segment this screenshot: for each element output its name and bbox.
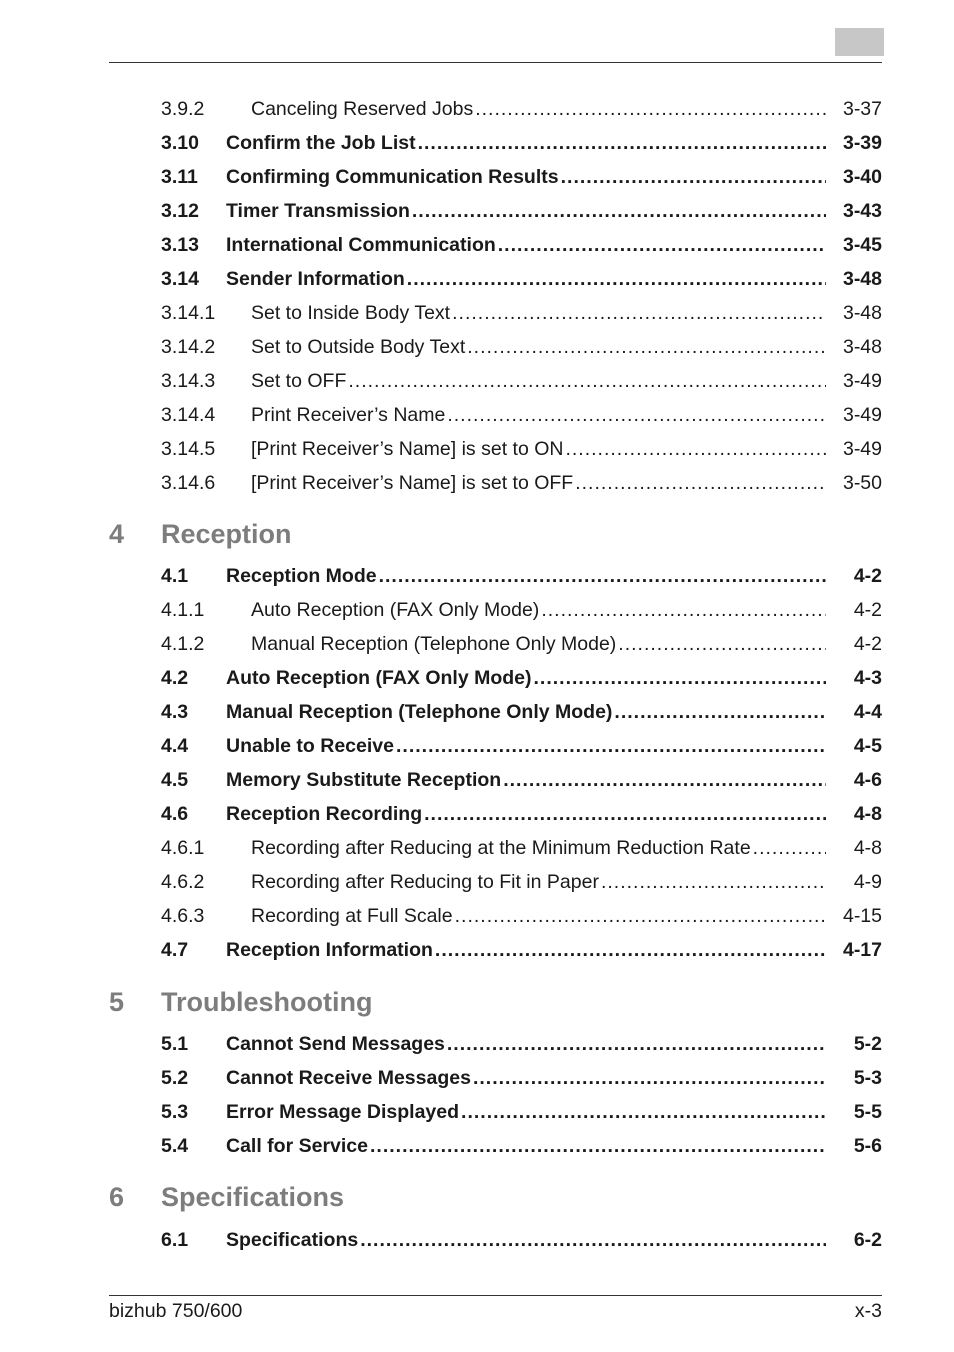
toc-entry-page: 3-49 (842, 438, 882, 460)
toc-entry[interactable] (161, 938, 882, 962)
toc-entry[interactable] (161, 301, 882, 325)
toc-entry-page: 5-6 (853, 1135, 882, 1157)
toc-entry-title: Error Message Displayed (226, 1101, 460, 1123)
toc-entry[interactable] (161, 598, 882, 622)
chapter-number: 6 (109, 1182, 125, 1212)
toc-entry-title: Timer Transmission (226, 200, 410, 222)
toc-entry-number: 3.14.5 (161, 438, 216, 460)
toc-entry-page: 4-2 (853, 599, 882, 621)
dot-leader (467, 335, 826, 359)
toc-entry-title: Reception Mode (226, 565, 377, 587)
toc-entry-title: Reception Information (226, 939, 433, 961)
toc-entry-page: 3-48 (842, 268, 882, 290)
toc-entry-number: 4.1.1 (161, 599, 205, 621)
dot-leader (498, 233, 826, 257)
dot-leader (407, 267, 826, 291)
toc-entry-number: 4.1 (161, 565, 189, 587)
toc-entry[interactable] (161, 1228, 882, 1252)
toc-entry-title: Manual Reception (Telephone Only Mode) (251, 633, 617, 655)
toc-entry[interactable] (161, 700, 882, 724)
toc-entry-page: 5-3 (853, 1067, 882, 1089)
toc-entry-title: Confirm the Job List (226, 132, 416, 154)
toc-entry[interactable] (161, 403, 882, 427)
toc-entry-number: 4.5 (161, 769, 189, 791)
chapter-number: 5 (109, 987, 125, 1017)
toc-entry-page: 4-6 (853, 769, 882, 791)
toc-entry-page: 3-48 (842, 302, 882, 324)
dot-leader (601, 870, 826, 894)
dot-leader (565, 437, 826, 461)
toc-entry-page: 3-49 (842, 404, 882, 426)
dot-leader (360, 1228, 826, 1252)
dot-leader (753, 836, 826, 860)
toc-entry-page: 3-49 (842, 370, 882, 392)
toc-entry-title: Canceling Reserved Jobs (251, 98, 474, 120)
toc-entry-title: Set to OFF (251, 370, 347, 392)
toc-entry[interactable] (161, 267, 882, 291)
dot-leader (452, 301, 826, 325)
dot-leader (424, 802, 826, 826)
toc-entry-page: 4-17 (842, 939, 882, 961)
toc-entry[interactable] (161, 802, 882, 826)
toc-entry-page: 3-48 (842, 336, 882, 358)
dot-leader (455, 904, 826, 928)
toc-entry[interactable] (161, 97, 882, 121)
toc-entry-title: Specifications (226, 1229, 359, 1251)
dot-leader (412, 199, 826, 223)
toc-entry-number: 4.3 (161, 701, 189, 723)
toc-entry[interactable] (161, 233, 882, 257)
toc-entry-number: 6.1 (161, 1229, 189, 1251)
toc-entry-number: 4.6 (161, 803, 189, 825)
toc-entry[interactable] (161, 471, 882, 495)
toc-entry-page: 4-3 (853, 667, 882, 689)
dot-leader (473, 1066, 826, 1090)
footer-product-name: bizhub 750/600 (109, 1300, 243, 1322)
dot-leader (461, 1100, 826, 1124)
toc-entry[interactable] (161, 1134, 882, 1158)
toc-entry[interactable] (161, 1032, 882, 1056)
toc-entry[interactable] (161, 199, 882, 223)
toc-entry[interactable] (161, 870, 882, 894)
toc-entry-number: 3.14.1 (161, 302, 216, 324)
toc-entry-title: Call for Service (226, 1135, 368, 1157)
toc-entry-title: Reception Recording (226, 803, 423, 825)
toc-entry-title: Confirming Communication Results (226, 166, 559, 188)
toc-entry[interactable] (161, 131, 882, 155)
toc-entry[interactable] (161, 1066, 882, 1090)
toc-entry-number: 3.14.4 (161, 404, 216, 426)
toc-entry-number: 3.13 (161, 234, 199, 256)
toc-entry-number: 3.14.3 (161, 370, 216, 392)
toc-entry-title: Set to Inside Body Text (251, 302, 451, 324)
toc-entry-page: 3-50 (842, 472, 882, 494)
toc-entry-page: 3-45 (842, 234, 882, 256)
toc-entry-page: 3-40 (842, 166, 882, 188)
toc-entry-number: 5.2 (161, 1067, 189, 1089)
toc-entry[interactable] (161, 564, 882, 588)
toc-entry[interactable] (161, 904, 882, 928)
toc-entry-title: Auto Reception (FAX Only Mode) (226, 667, 532, 689)
toc-entry-number: 5.4 (161, 1135, 189, 1157)
toc-entry-number: 4.7 (161, 939, 189, 961)
dot-leader (475, 97, 826, 121)
dot-leader (447, 403, 826, 427)
toc-entry-title: Recording after Reducing at the Minimum Reduction Rate (251, 837, 751, 859)
toc-entry-page: 4-8 (853, 803, 882, 825)
chapter-title: Specifications (161, 1182, 345, 1212)
toc-entry-number: 4.4 (161, 735, 189, 757)
toc-entry-number: 4.6.1 (161, 837, 205, 859)
toc-entry-number: 3.14 (161, 268, 199, 290)
toc-entry-number: 3.12 (161, 200, 199, 222)
toc-entry-page: 4-2 (853, 633, 882, 655)
toc-entry[interactable] (161, 734, 882, 758)
chapter-number: 4 (109, 519, 125, 549)
toc-entry-number: 5.1 (161, 1033, 189, 1055)
toc-entry-title: Recording after Reducing to Fit in Paper (251, 871, 599, 893)
dot-leader (534, 666, 827, 690)
dot-leader (541, 598, 826, 622)
dot-leader (379, 564, 826, 588)
toc-entry-number: 3.9.2 (161, 98, 205, 120)
dot-leader (435, 938, 826, 962)
dot-leader (575, 471, 826, 495)
toc-entry[interactable] (161, 836, 882, 860)
toc-entry-title: Manual Reception (Telephone Only Mode) (226, 701, 613, 723)
toc-entry-title: Sender Information (226, 268, 405, 290)
toc-entry-title: International Communication (226, 234, 496, 256)
toc-entry-title: Recording at Full Scale (251, 905, 453, 927)
toc-entry-number: 3.11 (161, 166, 198, 188)
dot-leader (418, 131, 826, 155)
dot-leader (618, 632, 826, 656)
toc-entry-page: 6-2 (853, 1229, 882, 1251)
toc-entry-title: Cannot Send Messages (226, 1033, 445, 1055)
toc-entry-page: 5-5 (853, 1101, 882, 1123)
toc-entry-title: [Print Receiver’s Name] is set to ON (251, 438, 564, 460)
toc-entry[interactable] (161, 335, 882, 359)
toc-entry-title: Set to Outside Body Text (251, 336, 466, 358)
toc-entry-title: Cannot Receive Messages (226, 1067, 471, 1089)
toc-entry-page: 5-2 (853, 1033, 882, 1055)
toc-entry[interactable] (161, 632, 882, 656)
header-corner-tab (835, 28, 884, 56)
toc-entry-number: 4.6.2 (161, 871, 205, 893)
toc-entry-number: 3.14.2 (161, 336, 216, 358)
toc-entry-page: 3-43 (842, 200, 882, 222)
toc-entry-title: [Print Receiver’s Name] is set to OFF (251, 472, 574, 494)
dot-leader (396, 734, 826, 758)
dot-leader (348, 369, 826, 393)
toc-entry-page: 4-8 (853, 837, 882, 859)
dot-leader (503, 768, 826, 792)
toc-entry-page: 4-15 (842, 905, 882, 927)
toc-entry-title: Memory Substitute Reception (226, 769, 502, 791)
toc-entry-number: 3.14.6 (161, 472, 216, 494)
toc-entry-number: 4.1.2 (161, 633, 205, 655)
toc-entry[interactable] (161, 369, 882, 393)
chapter-title: Reception (161, 519, 292, 549)
toc-entry-page: 3-39 (842, 132, 882, 154)
toc-entry-number: 4.6.3 (161, 905, 205, 927)
toc-entry-number: 3.10 (161, 132, 199, 154)
dot-leader (561, 165, 826, 189)
chapter-title: Troubleshooting (161, 987, 373, 1017)
footer-rule (109, 1295, 882, 1296)
toc-entry-page: 4-2 (853, 565, 882, 587)
toc-entry-title: Auto Reception (FAX Only Mode) (251, 599, 540, 621)
toc-entry-number: 5.3 (161, 1101, 189, 1123)
toc-entry-page: 4-5 (853, 735, 882, 757)
dot-leader (447, 1032, 826, 1056)
toc-entry-title: Print Receiver’s Name (251, 404, 446, 426)
toc-entry[interactable] (161, 1100, 882, 1124)
toc-entry-number: 4.2 (161, 667, 189, 689)
toc-entry[interactable] (161, 768, 882, 792)
toc-entry[interactable] (161, 165, 882, 189)
footer-page-number: x-3 (854, 1300, 882, 1322)
toc-entry[interactable] (161, 666, 882, 690)
toc-entry-page: 4-4 (853, 701, 882, 723)
toc-entry-title: Unable to Receive (226, 735, 394, 757)
toc-entry[interactable] (161, 437, 882, 461)
dot-leader (370, 1134, 826, 1158)
toc-entry-page: 3-37 (842, 98, 882, 120)
toc-entry-page: 4-9 (853, 871, 882, 893)
dot-leader (614, 700, 826, 724)
header-rule (109, 62, 882, 63)
